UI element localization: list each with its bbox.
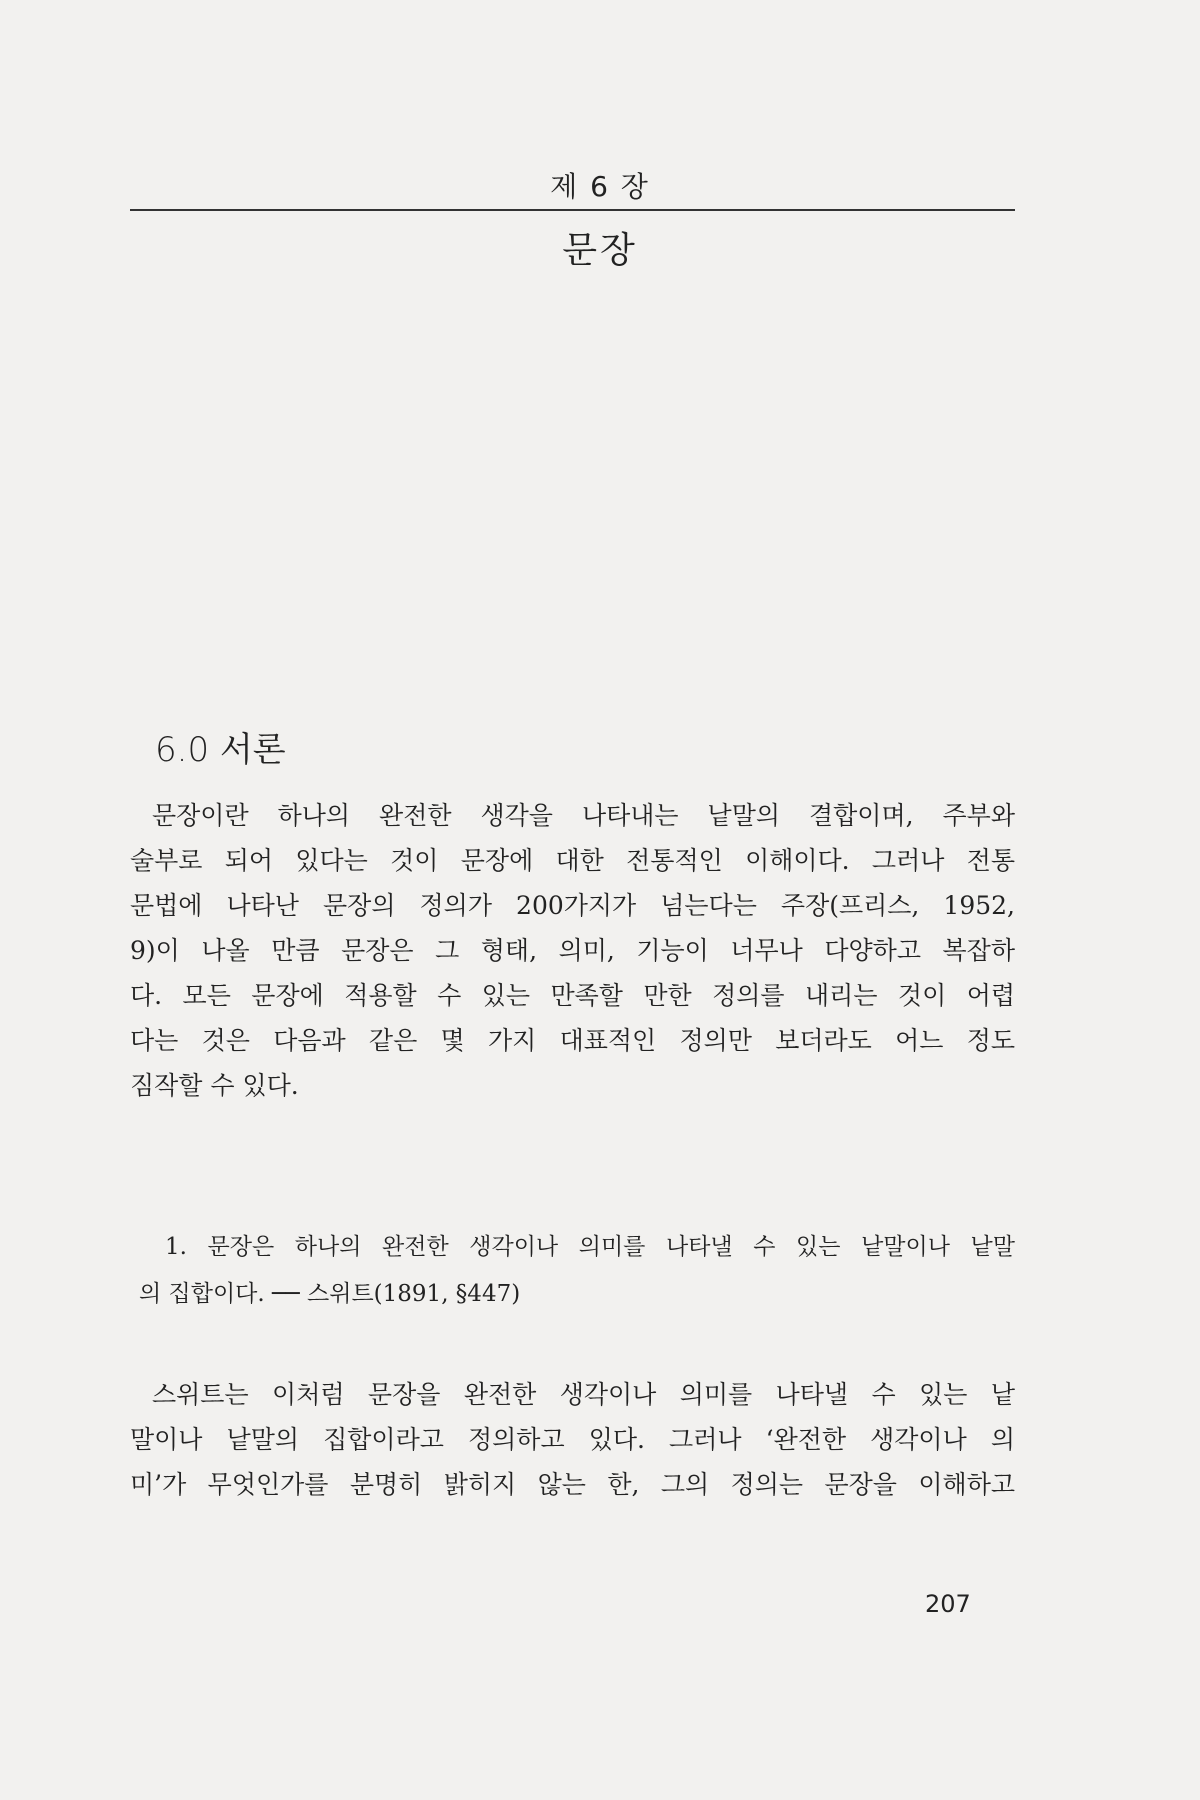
paragraph-line: 술부로 되어 있다는 것이 문장에 대한 전통적인 이해이다. 그러나 전통 <box>130 846 1015 875</box>
chapter-number: 제 6 장 <box>550 170 650 203</box>
paragraph-line: 문법에 나타난 문장의 정의가 200가지가 넘는다는 주장(프리스, 1952, <box>130 891 1015 920</box>
definition-quote <box>139 1224 1015 1318</box>
quote-line: 의 집합이다. ── 스위트(1891, §447) <box>139 1281 521 1307</box>
paragraph-line: 스위트는 이처럼 문장을 완전한 생각이나 의미를 나타낼 수 있는 낱 <box>152 1380 1015 1409</box>
paragraph-line: 문장이란 하나의 완전한 생각을 나타내는 낱말의 결합이며, 주부와 <box>152 801 1015 830</box>
paragraph-line: 말이나 낱말의 집합이라고 정의하고 있다. 그러나 ‘완전한 생각이나 의 <box>130 1425 1015 1454</box>
sweet-paragraph <box>130 1372 1015 1507</box>
quote-line: 1. 문장은 하나의 완전한 생각이나 의미를 나타낼 수 있는 낱말이나 낱말 <box>165 1234 1015 1260</box>
paragraph-line: 미’가 무엇인가를 분명히 밝히지 않는 한, 그의 정의는 문장을 이해하고 <box>130 1470 1015 1499</box>
chapter-rule <box>130 209 1015 211</box>
chapter-title: 문장 <box>562 230 638 271</box>
paragraph-line: 다. 모든 문장에 적용할 수 있는 만족할 만한 정의를 내리는 것이 어렵 <box>130 981 1015 1010</box>
section-heading: 6.0 서론 <box>155 730 286 770</box>
paragraph-line: 9)이 나올 만큼 문장은 그 형태, 의미, 기능이 너무나 다양하고 복잡하 <box>130 936 1015 965</box>
intro-paragraph <box>130 793 1015 1108</box>
paragraph-line: 다는 것은 다음과 같은 몇 가지 대표적인 정의만 보더라도 어느 정도 <box>130 1026 1015 1055</box>
page-number: 207 <box>925 1590 971 1618</box>
paragraph-line: 짐작할 수 있다. <box>130 1071 299 1100</box>
